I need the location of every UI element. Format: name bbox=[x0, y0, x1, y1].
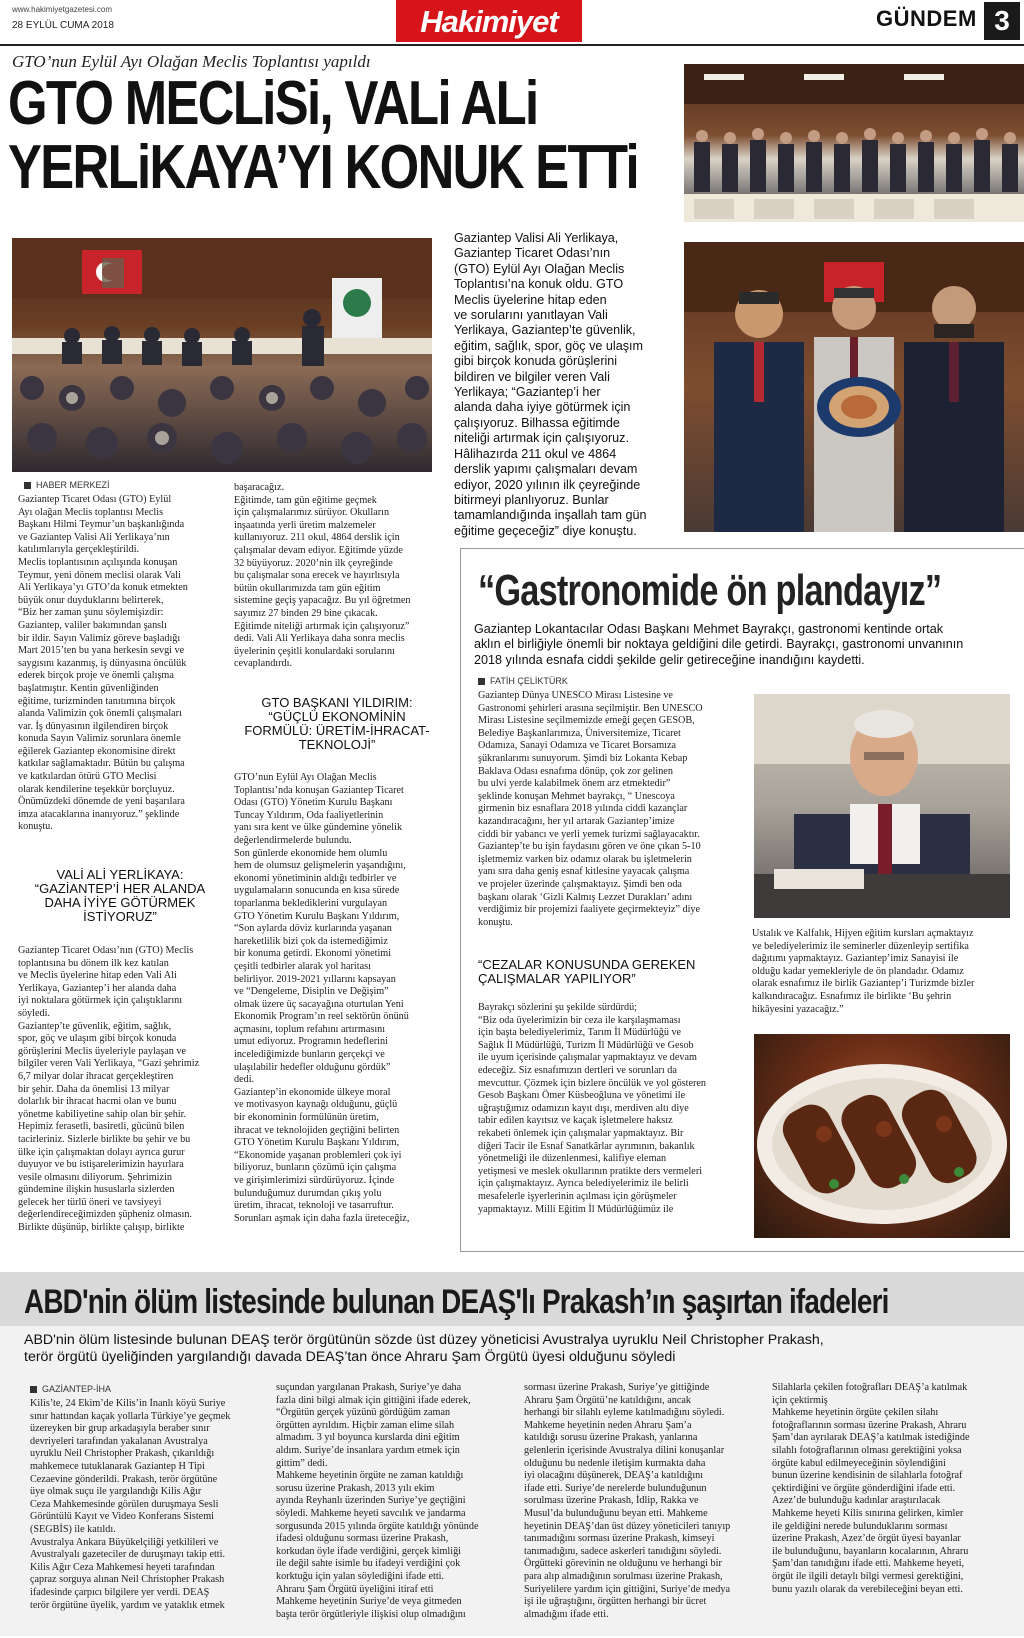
article1-summary: Gaziantep Valisi Ali Yerlikaya, Gaziantep Ticaret Odası’nın (GTO) Eylül Ayı Olağan Meclis Toplantısı’na konuk oldu. GTO Meclis üyelerine hitap eden ve sorularını yanıtlayan Vali Yerlikaya, Gaziantep’te güvenlik, eğitim, sağlık, spor, göç ve ulaşım gibi birçok konuda görüşlerini bildiren ve bilgiler veren Vali Yerlikaya; “Gaziantep’i her alanda daha iyiye götürmek için çalışıyoruz. Bilhassa eğitimde niteliği artırmak için çalışıyoruz. Hâlihazırda 211 okul ve 4864 derslik yapımı çalışmaları devam ediyor, 2020 yılının ilk çeyreğinde bitirmeyi planlıyoruz. Bunlar tamamlandığında inşallah tam gün eğitime geçeceğiz” diye konuştu. bbox=[454, 231, 647, 538]
article2-subhead-text: “CEZALAR KONUSUNDA GEREKEN ÇALIŞMALAR YAPILIYOR” bbox=[478, 957, 696, 986]
article3-col1: Kilis’te, 24 Ekim’de Kilis’in İnanlı köyü Suriye sınır hattından kaçak yollarla Türkiye’ye geçmek üzereyken bir grup arkadaşıyla beraber sınır devriyeleri tarafından yakalanan Avustralya uyruklu Neil Christopher Prakash, çıkarıldığı mahkemece tutuklanarak Gaziantep H Tipi Cezaevine gönderildi. Prakash, terör örgütüne üye olmak suçu ile yargılandığı Kilis Ağır Ceza Mahkemesinde görülen duruşmaya Sesli Görüntülü Kayıt ve Video Konferans Sistemi (SEGBİS) ile katıldı. Avustralya Ankara Büyükelçiliği yetkilileri ve Avustralyalı gazeteciler de duruşmayı takip etti. Kilis Ağır Ceza Mahkemesi heyeti tarafından çapraz sorguya alınan Neil Christopher Prakash ifadesinde çarpıcı bilgilere yer verdi. DEAŞ terör örgütüne üyelik, yardım ve yataklık etmek bbox=[30, 1398, 231, 1611]
article3-byline bbox=[30, 1384, 111, 1394]
article1-col2-subhead bbox=[234, 696, 440, 752]
header-rule bbox=[0, 44, 1024, 46]
article1-headline bbox=[8, 69, 638, 202]
mehmet-bayrakci-photo bbox=[754, 694, 1010, 918]
issue-date: 28 EYLÜL CUMA 2018 bbox=[12, 20, 114, 31]
article2-text3: Ustalık ve Kalfalık, Hijyen eğitim kursları açmaktayız ve belediyelerimiz ile seminerler düzenleyip sertifika dağıtımı yapmaktayız. Gaziantep’imiz Sanayisi ile olduğu kadar yemekleriyle de ön plandadır. Odamız olarak esnafımız ile birlik Gaziantep’i Turizmde bizler kalkındıracağız. Esnafımız ile birlikte ‘Bu şehrin hikâyesini yazacağız.” bbox=[752, 928, 975, 1015]
kebab-dish-photo bbox=[754, 1034, 1010, 1238]
byline-text: FATİH ÇELİKTÜRK bbox=[490, 676, 568, 686]
article1-col2-text2: GTO’nun Eylül Ayı Olağan Meclis Toplantısı’nda konuşan Gaziantep Ticaret Odası (GTO) Yönetim Kurulu Başkanı Tuncay Yıldırım, Oda faaliyetlerinin yanı sıra kent ve ülke gündemine yönelik değerlendirmelerde bulundu. Son günlerde ekonomide hem olumlu hem de olumsuz gelişmelerin yaşandığını, ekonomi yönetiminin aldığı tedbirler ve uygulamaların sonucunda en kısa sürede toparlanma beklediklerini vurgulayan GTO Yönetim Kurulu Başkanı Yıldırım, “Son aylarda döviz kurlarında yaşanan hareketlilik bizi çok da istemediğimiz bir konuma getirdi. Ekonomi yönetimi çeşitli tedbirler alarak yol haritası belirliyor. 2019-2021 yıllarını kapsayan ve “Dengeleme, Disiplin ve Değişim” olmak üzere üç sacayağına oturtulan Yeni Ekonomik Program’ın reel sektörün önünü açmasını, toplum refahını artırmasını umut ediyoruz. Programın hedeflerini incelediğimizde bunların gerçekçi ve ulaşılabilir hedefler olduğunu gördük” dedi. Gaziantep’in ekonomide ülkeye moral ve motivasyon kaynağı olduğunu, güçlü bir ekonominin formülünün üretim, ihracat ve teknolojiden geçtiğini belirten GTO Yönetim Kurulu Başkanı Yıldırım, “Ekonomide yaşanan problemleri çok iyi biliyoruz, bunların çözümü için çalışma ve girişimlerimizi sürdürüyoruz. İçinde bulunduğumuz durumdan çıkış yolu üretim, ihracat, teknoloji ve tasarruftur. Sorunları aşmak için daha fazla üreteceğiz, bbox=[234, 772, 410, 1224]
byline-marker-icon bbox=[478, 678, 485, 685]
article1-col1-text2: Gaziantep Ticaret Odası’nın (GTO) Meclis toplantısına bu dönem ilk kez katılan ve Meclis üyelerine hitap eden Vali Ali Yerlikaya, Gaziantep’i her alanda daha iyi noktalara götürmek için çalıştıklarını söyledi. Gaziantep’te güvenlik, eğitim, sağlık, spor, göç ve ulaşım gibi birçok konuda görüşlerini Meclis üyeleriyle paylaşan ve bilgiler veren Vali Yerlikaya, “Gazi şehrimiz 6,7 milyar dolar ihracat gerçekleştiren bir şehir. Daha da önemlisi 13 milyar dolarlık bir ihracat hacmi olan ve bunu yönetme kabiliyetine sahip olan bir şehir. Hepimiz ferasetli, basiretli, gücünü bilen tacirleriniz. Sizlerle birlikte bu şehir ve bu ülke için çalışmaktan dolayı ayrıca gurur duyuyor ve bu istişarelerimizin hayırlara vesile olmasını diliyorum. Şehrimizin gündemine ilişkin hususlarla sizlerden gelecek her türlü öneri ve tavsiyeyi değerlendireceğimizden şüpheniz olmasın. Birlikte düşünüp, birlikte çalışıp, birlikte bbox=[18, 945, 200, 1234]
plaque-presentation-photo bbox=[684, 242, 1024, 532]
article3-lede: ABD'nin ölüm listesinde bulunan DEAŞ terör örgütünün sözde üst düzey yöneticisi Avustralya uyruklu Neil Christopher Prakash, terör örgütü üyeliğinden yargılandığı davada DEAŞ’tan önce Ahraru Şam Örgütü üyesi olduğunu söyledi bbox=[24, 1332, 824, 1365]
article1-col1-subhead bbox=[18, 868, 222, 924]
article1-kicker: GTO’nun Eylül Ayı Olağan Meclis Toplantısı yapıldı bbox=[12, 52, 371, 71]
headline-line-1: GTO MECLiSi, VALi ALi bbox=[8, 69, 538, 138]
page-number: 3 bbox=[984, 2, 1020, 40]
byline-text: GAZİANTEP-İHA bbox=[42, 1384, 112, 1394]
article2-text1: Gaziantep Dünya UNESCO Mirası Listesine ve Gastronomi şehirleri arasına seçilmiştir. Ben UNESCO Mirası Listesine seçilmemizde emeği geçen GESOB, Belediye Başkanlarımıza, Üniversitemize, Ticaret Odamıza, Sanayi Odamıza ve Ticaret Borsamıza şükranlarımı sunuyorum. Şimdi biz Lokanta Kebap Baklava Odası esnafıma dönüp, çok zor gelinen bu ulvi yerde kalabilmek önem arz etmektedir” şeklinde konuşan Mehmet bayrakçı, “ Unescoya girmenin biz esnaflara 2018 yılında ciddi kazançlar kazandıracağını, her yıl artarak Gaziantep’imize ciddi bir yabancı ve yerli yemek turizmi sağlayacaktır. Gaziantep’te bu işin faydasını gören ve öne çıkan 5-10 işletmemiz varken biz odamız olarak bu işletmelerin yanı sıra daha geniş esnaf kitlesine yayacak çalışma ve projeler üzerinde çalışmaktayız. Şimdi ben oda başkanı olarak ‘Gizli Kalmış Lezzet Durakları’ adını verdiğimiz bir projemizi faaliyete geçirmekteyiz” diye konuştu. bbox=[478, 690, 703, 928]
article3-headline: ABD'nin ölüm listesinde bulunan DEAŞ'lı Prakash’ın şaşırtan ifadeleri bbox=[24, 1283, 889, 1321]
article2-text2: Bayrakçı sözlerini şu şekilde sürdürdü; “Biz oda üyelerimizin bir ceza ile karşılaşmaması için başta belediyelerimiz, Tarım İl Müdürlüğü ve Sağlık İl Müdürlüğü, Turizm İl Müdürlüğü ve Gesob ile uyum içerisinde çalışmalar yapmaktayız ve devam edeceğiz. Siz esnafımızın dertleri ve sorunları da mevcuttur. Çözmek için bizlere öncülük ve yol gösteren Gesob Başkanı Ömer Küsbeoğluna ve yönetimi ile uğraştığımız odamızın kayıt dışı, merdiven altı diye tabir edilen kayıtsız ve kaçak işletmelere haksız rekabeti önlemek için çalışmalar yapmaktayız. Bir diğeri Tacir ile Esnaf Sanatkârlar ayrımının, bakanlık yönetmeliği ile düzenlenmesi, kalifiye eleman yetişmesi ve meslek okullarının pratikte ders vermeleri için çalışmaktayız. Ayrıca belediyelerimiz ile belirli mesafelerle işyerlerinin açılması için görüşmeler yapmaktayız. Milli Eğitim İl Müdürlüğümüz ile bbox=[478, 1002, 707, 1215]
col1-subhead-text: VALİ ALİ YERLİKAYA: “GAZİANTEP’İ HER ALANDA DAHA İYİYE GÖTÜRMEK İSTİYORUZ” bbox=[34, 867, 206, 924]
website-url[interactable]: www.hakimiyetgazetesi.com bbox=[12, 5, 113, 14]
section-label: GÜNDEM bbox=[876, 6, 977, 31]
col2-subhead-text: GTO BAŞKANI YILDIRIM: “GÜÇLÜ EKONOMİNİN FORMÜLÜ: ÜRETİM-İHRACAT- TEKNOLOJİ” bbox=[244, 695, 430, 752]
article3-col2: suçundan yargılanan Prakash, Suriye’ye daha fazla dini bilgi almak için gittiğini ifade ederek, “Örgütün gerçek yüzünü gördüğüm zaman örgütten ayrıldım. Hiçbir zaman elime silah almadım. 3 yıl boyunca kurslarda dini eğitim aldım. Suriye’de insanlara yardım etmek için gittim” dedi. Mahkeme heyetinin örgüte ne zaman katıldığı sorusu üzerine Prakash, 2013 yılı ekim ayında Reyhanlı üzerinden Suriye’ye geçtiğini söyledi. Mahkeme heyeti savcılık ve jandarma sorgusunda 2015 yılında örgüte katıldığı yönünde ifadesi olduğunu sorması üzerine Prakash, korkudan öyle ifade verdiğini, gerçek kimliği ile değil sahte isimle bu ifadeyi verdiğini çok korktuğu için yalan söylediğini ifade etti. Ahraru Şam Örgütü üyeliğini itiraf etti Mahkeme heyetinin Suriye’de veya gitmeden başta terör örgütleriyle ilişkisi olup olmadığını bbox=[276, 1382, 479, 1620]
article2-byline bbox=[478, 676, 568, 686]
meeting-hall-photo bbox=[12, 238, 432, 472]
article3-col4: Silahlarla çekilen fotoğrafları DEAŞ’a katılmak için çektirmiş Mahkeme heyetinin örgüte çekilen silahı fotoğraflarının sorması üzerine Prakash, Ahraru Şam’dan ayrılarak DEAŞ’a katılmak istediğinde silahlı fotoğraflarının olması gerektiğini yoksa örgüte kabul edilmeyeceğinin söylendiğini bunun üzerine kendisinin de silahlarla fotoğraf çektirdiğini ve örgüte gönderdiğini ifade etti. Azez’de bulunduğu kadınlar araştırılacak Mahkeme heyeti Kilis sınırına gelirken, kimler ile geldiğini nerede bulunduklarını sorması üzerine Prakash, Azez’de örgüt üyesi bayanlar ile bulunduğunu, bayanların kocalarının, Ahraru Şam’dan tanıdığını ifade etti. Mahkeme heyeti, örgüt ile ilgili detaylı bilgi vermesi gerektiğini, bunu yazılı olarak da verebileceğini beyan etti. bbox=[772, 1382, 970, 1595]
article2-lede: Gaziantep Lokantacılar Odası Başkanı Mehmet Bayrakçı, gastronomi kentinde ortak aklın el birliğiyle önemli bir noktaya geldiğini dile getirdi. Bayrakçı, gastronomi unvanının 2018 yılında esnafa ciddi şekilde gelir getireceğine inandığını kaydetti. bbox=[474, 622, 964, 667]
article2-headline: “Gastronomide ön plandayız” bbox=[478, 566, 942, 615]
byline-marker-icon bbox=[24, 482, 31, 489]
byline-marker-icon bbox=[30, 1386, 37, 1393]
article2-subhead bbox=[478, 958, 740, 986]
council-audience-photo bbox=[684, 64, 1024, 222]
byline-text: HABER MERKEZİ bbox=[36, 480, 110, 490]
logo-text: Hakimiyet bbox=[420, 4, 558, 39]
article1-col2-text: başaracağız. Eğitimde, tam gün eğitime geçmek için çalışmalarımız sürüyor. Okulların inşaatında yerli üretim malzemeler kullanıyoruz. 211 okul, 4864 derslik için çalışmalar devam ediyor. Eğitimde yüzde 32 büyüyoruz. 2020’nin ilk çeyreğinde bu çalışmalar sona erecek ve hayırlısıyla bütün okullarımızda tam gün eğitim sistemine geçiş yapacağız. Bu yıl öğretmen sayımız 27 binden 29 bine çıkacak. Eğitimde niteliği artırmak için çalışıyoruz” dedi. Vali Ali Yerlikaya daha sonra meclis üyelerinin çeşitli konulardaki sorularını cevaplandırdı. bbox=[234, 482, 411, 670]
article1-col1-text: Gaziantep Ticaret Odası (GTO) Eylül Ayı olağan Meclis toplantısı Meclis Başkanı Hilmi Teymur’un başkanlığında ve Gaziantep Valisi Ali Yerlikaya’nın katılımlarıyla gerçekleştirildi. Meclis toplantısının açılışında konuşan Teymur, yeni dönem meclisi olarak Vali Ali Yerlikaya’yı GTO’da konuk etmekten büyük onur duyduklarını belirterek, “Biz her zaman şunu söylemişizdir: Gaziantep, valiler bakımından şanslı bir ildir. Sayın Valimiz göreve başladığı Mart 2015’ten bu yana herkesin sevgi ve saygısını kazanmış, iş dünyasına öncülük ederek birçok proje ve önemli çalışma başlatmıştır. Kentin güvenliğinden eğitime, turizminden tanıtımına birçok alanda Valimizin çok önemli çalışmaları var. İş dünyasının ilgilendiren birçok konuda Sayın Valimiz sorunlara önemle eğilerek Gaziantep ekonomisine direkt katkılar sağlamaktadır. Bütün bu çalışma ve katkılardan ötürü GTO Meclisi olarak kendilerine teşekkür borçluyuz. Önümüzdeki dönemde de yeni başarılara imza atacaklarına inanıyoruz.” şeklinde konuştu. bbox=[18, 494, 188, 833]
masthead-logo[interactable] bbox=[396, 0, 582, 42]
article3-col3: sorması üzerine Prakash, Suriye’ye gittiğinde Ahraru Şam Örgütü’ne katıldığını, ancak herhangi bir silahlı eyleme katılmadığını söyledi. Mahkeme heyetinin neden Ahraru Şam’a katıldığı sorusu üzerine Prakash, yanlarına gelenlerin içerisinde Avustralya dilini konuşanlar olduğunu bu nedenle iletişim kurmakta daha iyi olacağını düşünerek, DEAŞ’a katıldığını ifade etti. Suriye’de nerelerde bulunduğunun sorulması üzerine Prakash, İdlip, Rakka ve Musul’da bulunduğunu beyan etti. Mahkeme heyetinin DEAŞ’dan üst düzey yöneticileri tanıyıp tanımadığını sorması üzerine Prakash, kimseyi tanımadığını, sadece askerleri tanıdığını söyledi. Örgütteki görevinin ne olduğunu ve herhangi bir para alıp almadığının sorulması üzerine Prakash, Suriyelilere yardım için gittiğini, Suriye’de medya işi ile uğraştığını, örgütten herhangi bir ücret almadığını ifade etti. bbox=[524, 1382, 731, 1620]
headline-line-2: YERLiKAYA’YI KONUK ETTi bbox=[8, 133, 638, 202]
article1-byline bbox=[24, 480, 110, 490]
